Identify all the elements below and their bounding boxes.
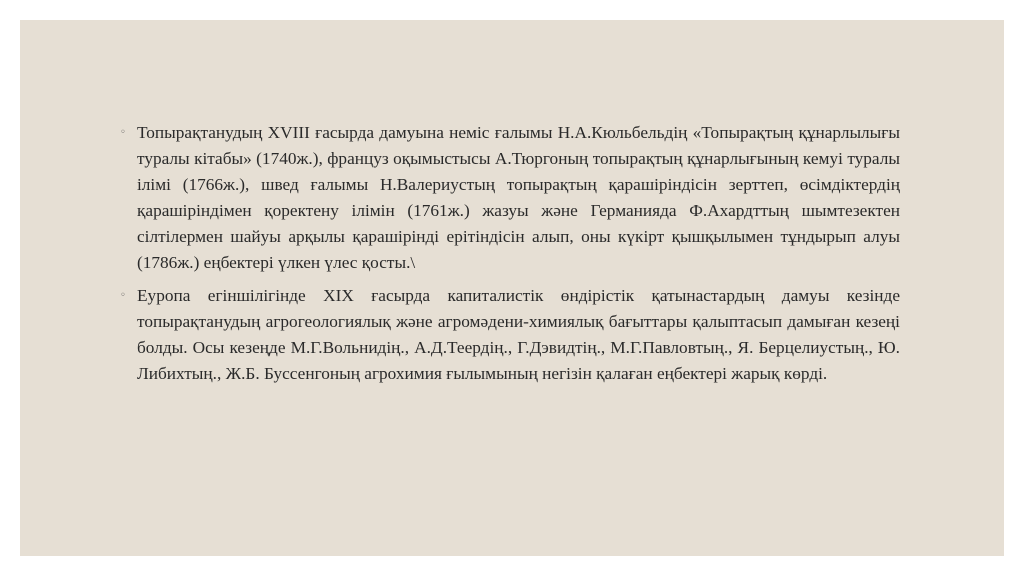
- bullet-item-18th-century: [120, 120, 900, 276]
- bullet-item-19th-century: [120, 283, 900, 387]
- bullet-text: Еуропа егіншілігінде XIX ғасырда капиталистік өндірістік қатынастардың дамуы кезінде топырақтанудың агрогеологиялық және агромәдени-химиялық бағыттары қалыптасып дамыған кезеңі болды. Осы кезеңде М.Г.Вольнидің., А.Д.Теердің., Г.Дэвидтің., М.Г.Павловтың., Я. Берцелиустың., Ю. Либихтың., Ж.Б. Буссенгоның агрохимия ғылымының негізін қалаған еңбектері жарық көрді.: [137, 286, 900, 383]
- bullet-text: Топырақтанудың XVIII ғасырда дамуына неміс ғалымы Н.А.Кюльбельдің «Топырақтың құнарлылығы туралы кітабы» (1740ж.), француз оқымыстысы А.Тюргоның топырақтың құнарлығының кемуі туралы ілімі (1766ж.), швед ғалымы Н.Валериустың топырақтың қарашіріндісін зерттеп, өсімдіктердің қарашіріндімен қоректену ілімін (1761ж.) жазуы және Германияда Ф.Ахардттың шымтезектен сілтілермен шайуы арқылы қарашіріндi ерітіндісін алып, оны күкірт қышқылымен тұндырып алуы (1786ж.) еңбектері үлкен үлес қосты.\: [137, 123, 900, 272]
- slide: [20, 20, 1004, 556]
- bullet-marker: ◦: [120, 127, 126, 138]
- bullet-marker: ◦: [120, 290, 126, 301]
- bullet-list: [120, 120, 900, 394]
